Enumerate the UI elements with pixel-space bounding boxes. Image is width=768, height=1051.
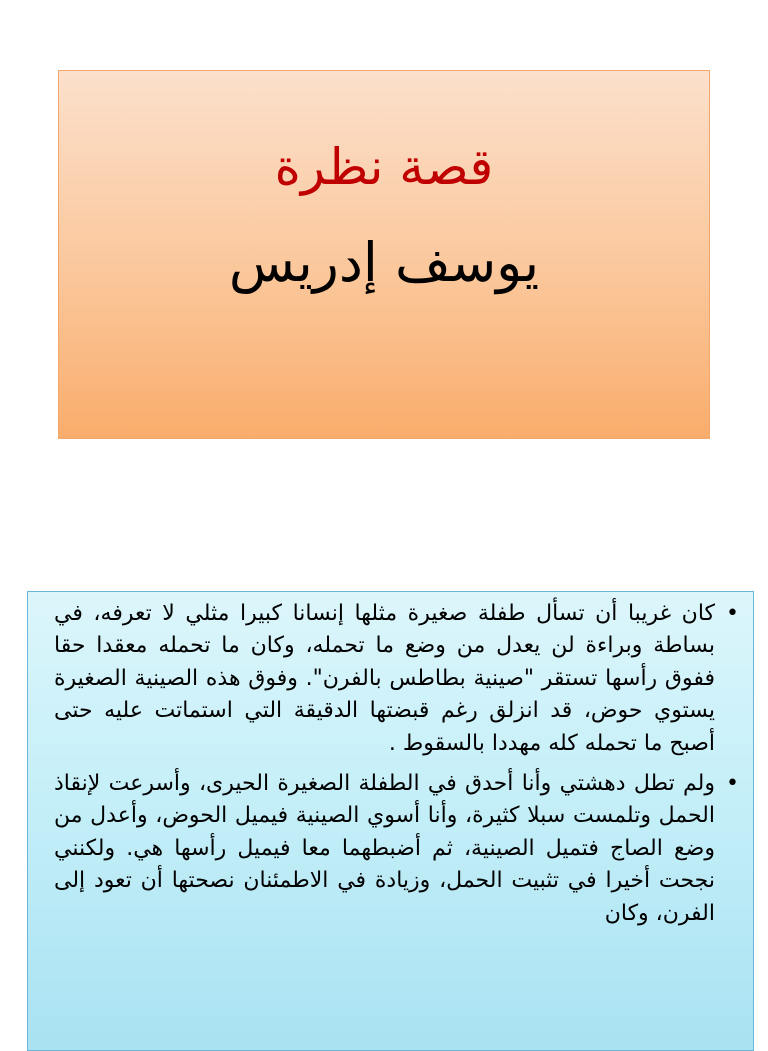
content-text-box <box>27 591 754 1051</box>
bullet-paragraph <box>54 768 741 930</box>
title-slide-box <box>58 70 710 439</box>
paragraph-text: ولم تطل دهشتي وأنا أحدق في الطفلة الصغيرة الحيرى، وأسرعت لإنقاذ الحمل وتلمست سبلا كثيرة، وأنا أسوي الصينية فيميل الحوض، وأعدل من وضع الصاج فتميل الصينية، ثم أضبطهما معا فيميل رأسها هي. ولكنني نجحت أخيرا في تثبيت الحمل، وزيادة في الاطمئنان نصحتها أن تعود إلى الفرن، وكان <box>54 771 715 926</box>
bullet-list <box>28 592 753 930</box>
story-title: قصة نظرة <box>274 138 494 196</box>
author-name: يوسف إدريس <box>228 231 540 294</box>
bullet-paragraph <box>54 598 741 760</box>
paragraph-text: كان غريبا أن تسأل طفلة صغيرة مثلها إنسانا كبيرا مثلي لا تعرفه، في بساطة وبراءة لن يعدل من وضع ما تحمله، وكان ما تحمله معقدا حقا ففوق رأسها تستقر "صينية بطاطس بالفرن". وفوق هذه الصينية الصغيرة يستوي حوض، قد انزلق رغم قبضتها الدقيقة التي استماتت عليه حتى أصبح ما تحمله كله مهددا بالسقوط . <box>54 601 715 756</box>
bullet-dot-icon: • <box>726 601 739 626</box>
bullet-dot-icon: • <box>726 771 739 797</box>
